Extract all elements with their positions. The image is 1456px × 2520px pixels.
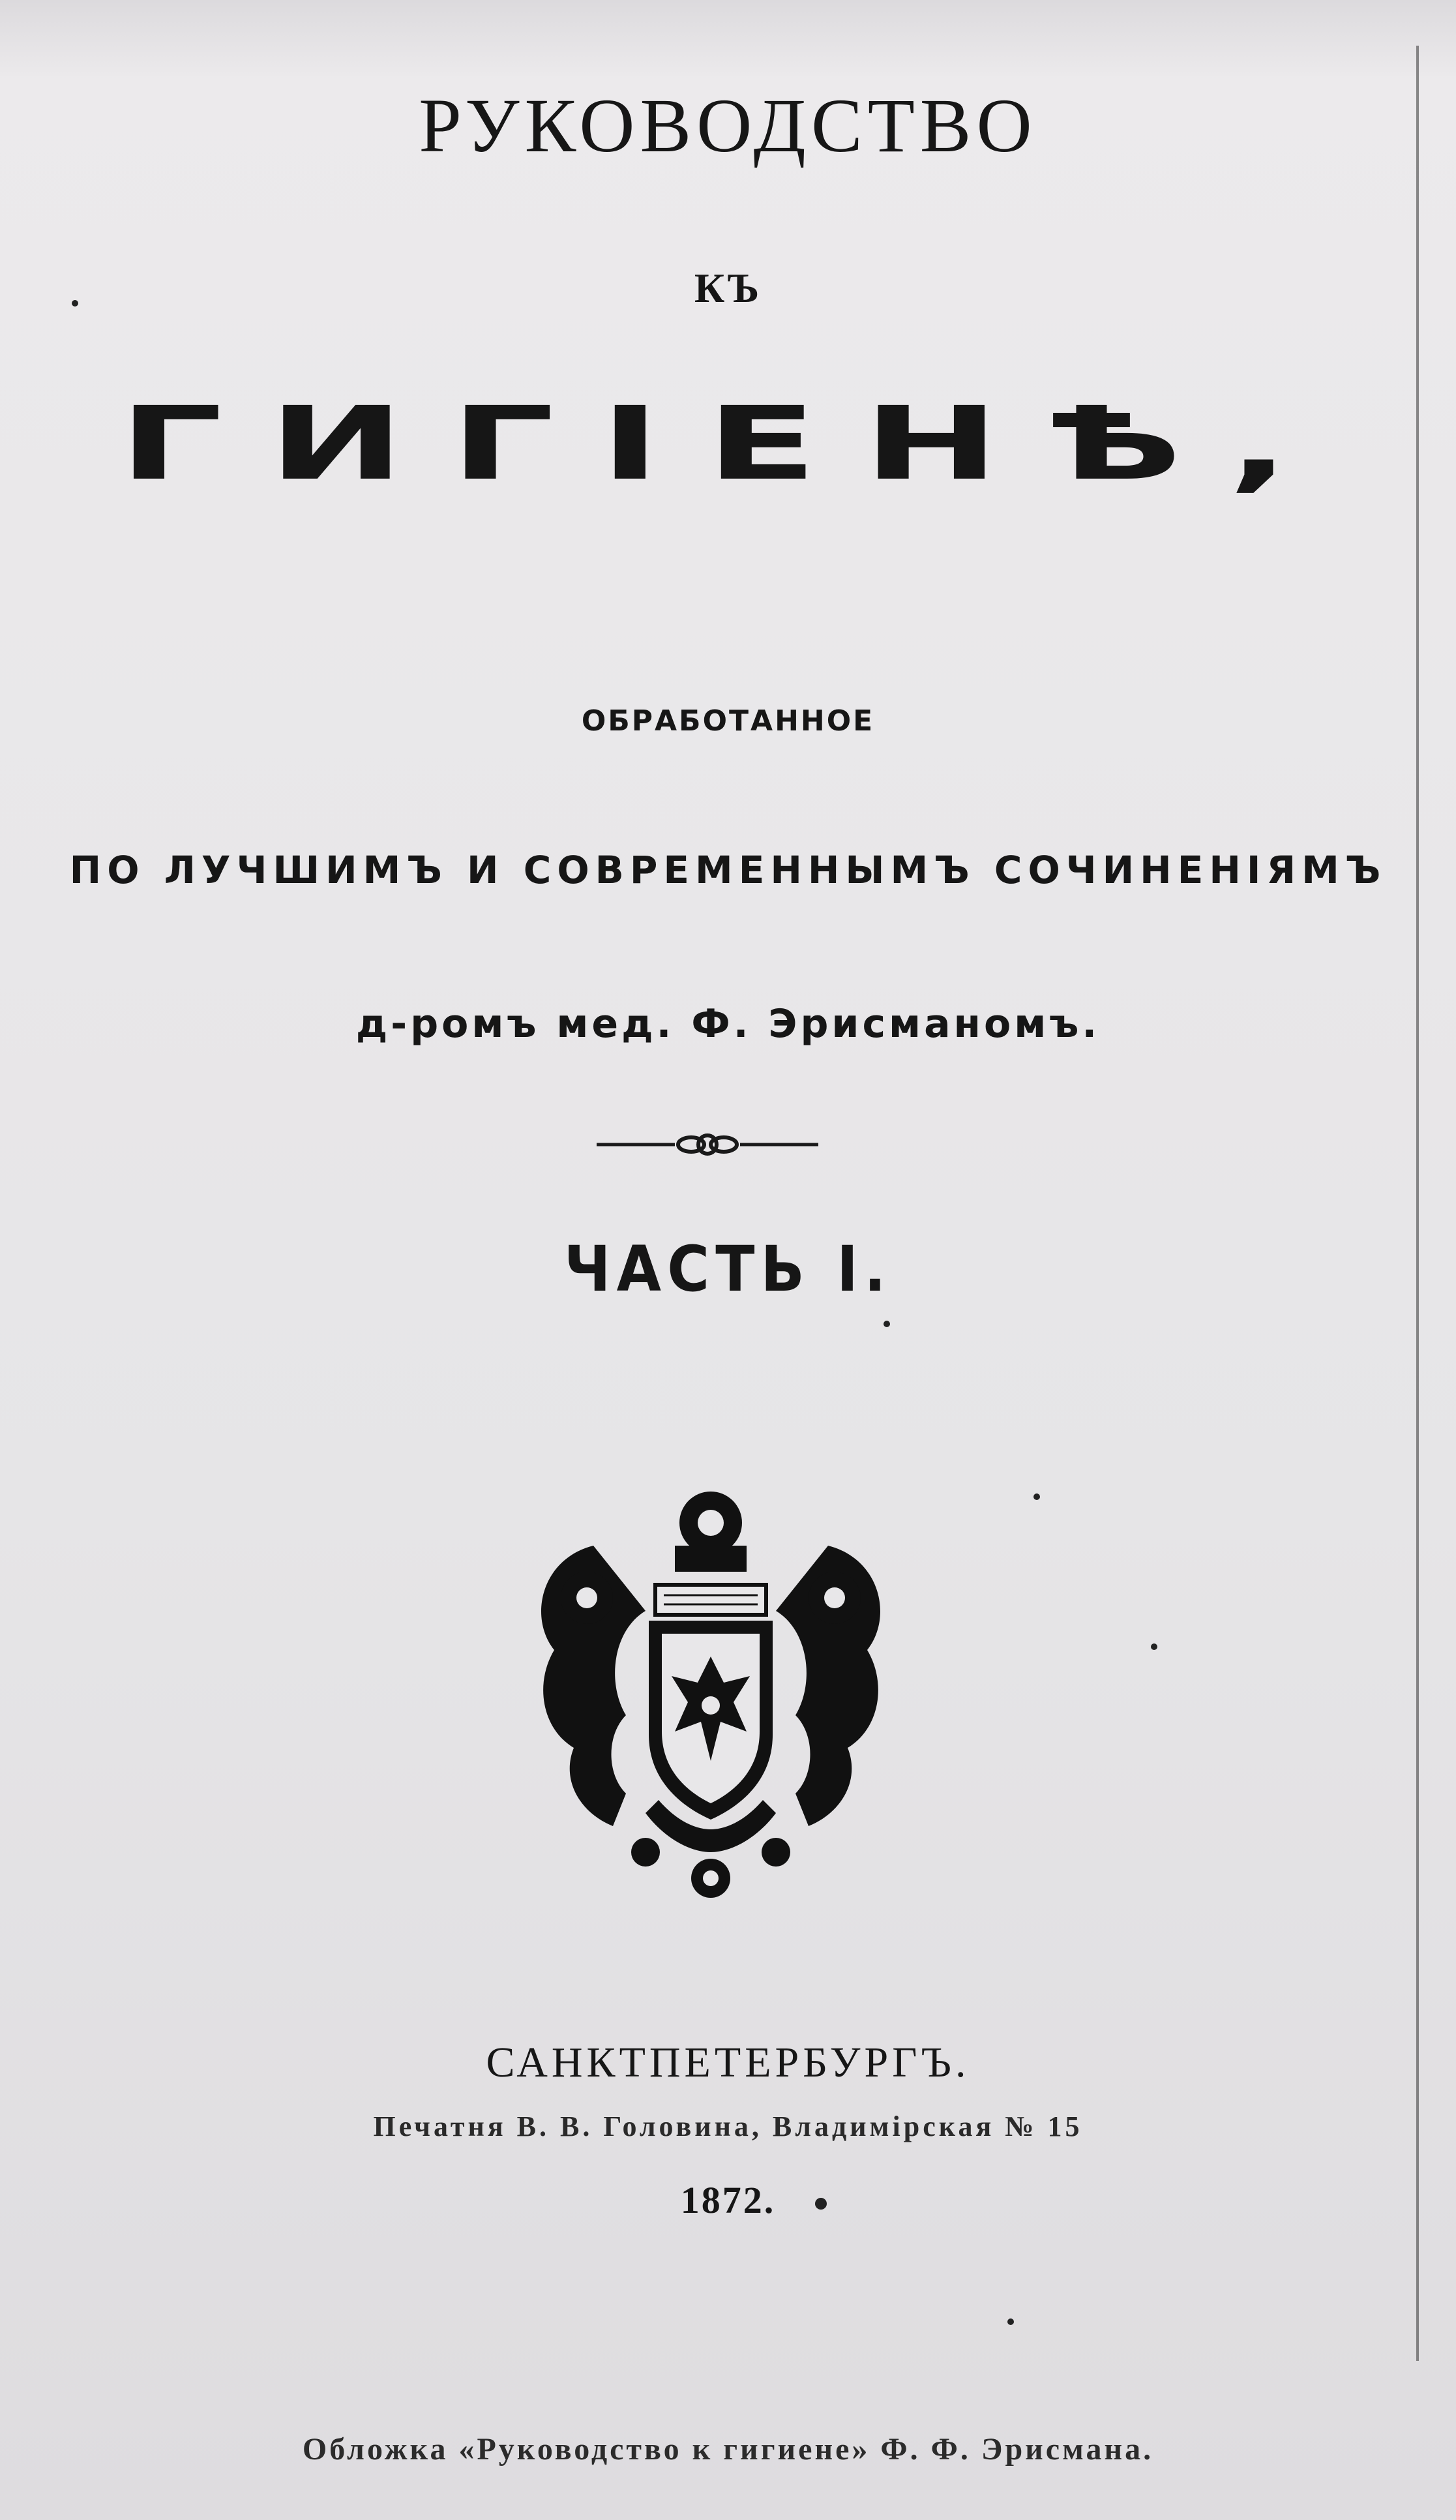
paper-speck (815, 2198, 827, 2210)
photo-caption: Обложка «Руководство к гигиене» Ф. Ф. Эрисмана. (302, 2432, 1154, 2467)
part-number: ЧАСТЬ I. (564, 1233, 892, 1306)
subtitle-processed: ОБРАБОТАННОЕ (581, 704, 875, 738)
book-title-main: ГИГІЕНѢ, (119, 385, 1335, 503)
divider-ornament-icon (597, 1132, 818, 1158)
publication-year: 1872. (680, 2179, 776, 2221)
paper-speck (72, 300, 78, 307)
paper-speck (1151, 1643, 1157, 1650)
paper-speck (884, 1321, 890, 1327)
publication-city: САНКТПЕТЕРБУРГЪ. (486, 2039, 970, 2086)
paper-speck (1007, 2318, 1014, 2325)
printing-house: Печатня В. В. Головина, Владимірская № 15 (373, 2110, 1083, 2142)
author-line: д-ромъ мед. Ф. Эрисманомъ. (355, 1001, 1101, 1047)
subtitle-sources: ПО ЛУЧШИМЪ И СОВРЕМЕННЫМЪ СОЧИНЕНІЯМЪ (69, 848, 1387, 892)
book-title-top: РУКОВОДСТВО (419, 83, 1037, 168)
imperial-coat-of-arms-icon (515, 1487, 906, 1904)
paper-speck (1033, 1493, 1040, 1500)
book-title-preposition: КЪ (694, 265, 762, 311)
